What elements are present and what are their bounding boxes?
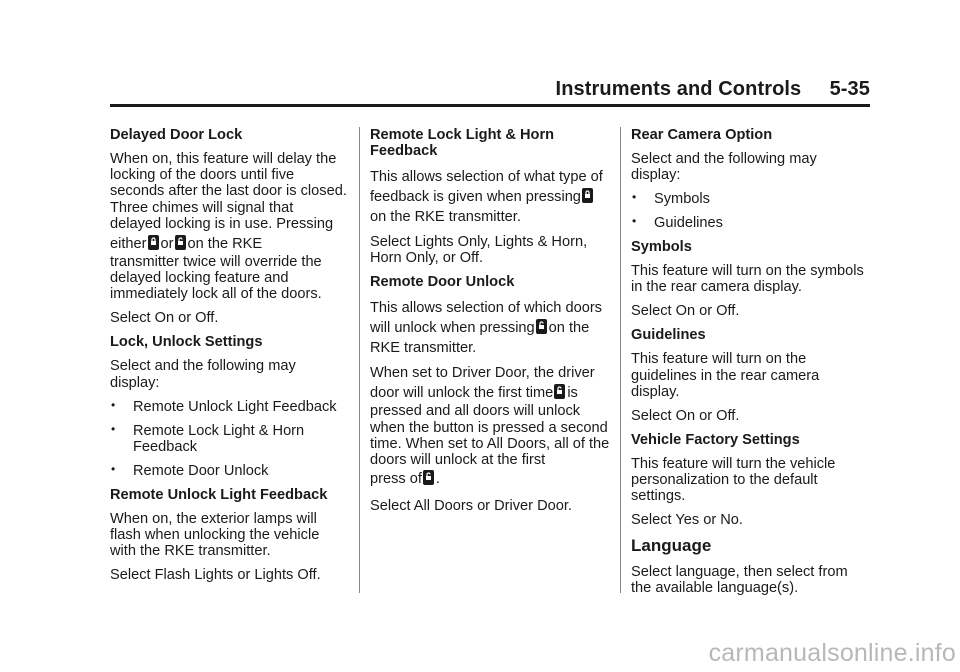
paragraph: Select and the following may display: — [631, 151, 817, 184]
text: is — [567, 385, 578, 402]
text: will unlock when pressing — [370, 320, 535, 337]
paragraph: Select On or Off. — [631, 407, 740, 424]
heading-remote-door-unlock: Remote Door Unlock — [370, 274, 515, 291]
text: When on, this feature will delay the locking of the doors until five seconds after the last door is closed. Three chimes will signal that delayed locking is in use. Pressing — [110, 151, 347, 232]
paragraph — [370, 468, 610, 490]
bullet-list — [110, 399, 348, 479]
heading-vehicle-factory-settings: Vehicle Factory Settings — [631, 431, 800, 448]
bullet-list — [631, 191, 866, 231]
paragraph: This feature will turn on the guidelines in the rear camera display. — [631, 351, 820, 400]
heading-guidelines: Guidelines — [631, 327, 706, 344]
paragraph: This feature will turn the vehicle personalization to the default settings. — [631, 455, 836, 505]
column-divider — [359, 127, 360, 593]
list-item: • Symbols — [631, 191, 866, 207]
heading-delayed-door-lock: Delayed Door Lock — [110, 127, 243, 143]
paragraph: Select Lights Only, Lights & Horn, Horn Only, or Off. — [370, 234, 588, 267]
paragraph — [370, 363, 610, 403]
text: This allows selection of which doors — [370, 300, 602, 317]
heading-symbols: Symbols — [631, 239, 692, 256]
paragraph: Select language, then select from the available language(s). — [631, 564, 848, 597]
text: feedback is given when pressing — [370, 189, 581, 206]
paragraph: transmitter twice will override the delayed locking feature and immediately lock all of the doors. — [110, 254, 322, 303]
paragraph — [370, 167, 610, 227]
column-3 — [631, 127, 866, 604]
unlock-key-icon — [423, 470, 434, 485]
heading-language: Language — [631, 536, 712, 556]
paragraph: Select All Doors or Driver Door. — [370, 498, 572, 515]
list-item: • Remote Unlock Light Feedback — [110, 399, 348, 415]
column-1 — [110, 127, 348, 591]
list-item: • Guidelines — [631, 215, 866, 231]
paragraph: Select On or Off. — [110, 310, 219, 327]
unlock-key-icon — [536, 319, 547, 334]
list-item: • Remote Lock Light & Horn Feedback — [110, 423, 348, 455]
text: or — [160, 236, 174, 253]
unlock-key-icon — [554, 384, 565, 399]
paragraph: This feature will turn on the symbols in the rear camera display. — [631, 263, 864, 296]
heading-remote-lock-light-horn: Remote Lock Light & Horn Feedback — [370, 127, 555, 160]
text: on the RKE — [187, 236, 263, 253]
header-rule — [110, 104, 870, 107]
paragraph: Select and the following may display: — [110, 358, 296, 391]
page-header — [110, 78, 870, 104]
text: RKE transmitter. — [370, 340, 477, 357]
lock-key-icon — [148, 235, 159, 250]
paragraph — [110, 235, 348, 254]
heading-rear-camera-option: Rear Camera Option — [631, 127, 773, 143]
text: on the — [548, 320, 590, 337]
text: . — [435, 471, 440, 488]
text: When set to Driver Door, the driver — [370, 365, 595, 382]
text: either — [110, 236, 147, 253]
page-title: Instruments and Controls 5-35 — [555, 78, 870, 100]
watermark: carmanualsonline.info — [708, 639, 956, 667]
unlock-key-icon — [175, 235, 186, 250]
heading-lock-unlock-settings: Lock, Unlock Settings — [110, 334, 263, 351]
paragraph: pressed and all doors will unlock when the button is pressed a second time. When set to All Doors, all of the doors will unlock at the first — [370, 403, 610, 469]
paragraph: Select On or Off. — [631, 303, 740, 320]
text: door will unlock the first time — [370, 385, 554, 402]
column-2 — [370, 127, 610, 522]
lock-key-icon — [582, 188, 593, 203]
text: This allows selection of what type of — [370, 169, 603, 186]
text: on the RKE transmitter. — [370, 209, 521, 226]
paragraph — [370, 298, 610, 358]
paragraph: Select Yes or No. — [631, 512, 743, 529]
column-divider — [620, 127, 621, 593]
heading-remote-unlock-light-feedback: Remote Unlock Light Feedback — [110, 486, 328, 503]
paragraph — [110, 151, 348, 232]
text: press of — [370, 471, 422, 488]
paragraph: When on, the exterior lamps will flash when unlocking the vehicle with the RKE transmitter. — [110, 510, 320, 560]
list-item: • Remote Door Unlock — [110, 463, 348, 479]
paragraph: Select Flash Lights or Lights Off. — [110, 567, 321, 584]
